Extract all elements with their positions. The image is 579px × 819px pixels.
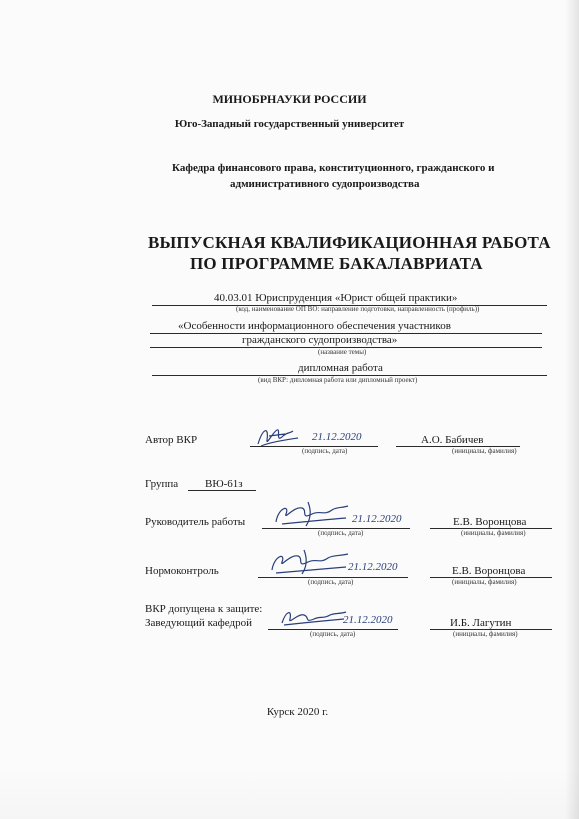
head-signature-icon (278, 603, 348, 631)
head-name-caption: (инициалы, фамилия) (453, 630, 518, 638)
admission-label: ВКР допущена к защите: (145, 603, 263, 615)
document-title-line-2: ПО ПРОГРАММЕ БАКАЛАВРИАТА (190, 254, 483, 273)
head-sign-date: 21.12.2020 (343, 614, 393, 626)
document-title-line-1: ВЫПУСКНАЯ КВАЛИФИКАЦИОННАЯ РАБОТА (148, 233, 551, 252)
group-label: Группа (145, 478, 179, 490)
scan-bottom-shade (0, 767, 579, 819)
university-name: Юго-Западный государственный университет (174, 118, 405, 130)
normcontrol-name-caption: (инициалы, фамилия) (452, 578, 517, 586)
head-sign-caption: (подпись, дата) (310, 630, 356, 638)
supervisor-name-caption: (инициалы, фамилия) (461, 529, 526, 537)
supervisor-sign-caption: (подпись, дата) (318, 529, 364, 537)
supervisor-signature-icon (272, 498, 352, 532)
supervisor-sign-date: 21.12.2020 (352, 513, 402, 525)
normcontrol-name: Е.В. Воронцова (452, 565, 526, 577)
author-label: Автор ВКР (145, 434, 198, 446)
group-underline (188, 490, 256, 491)
work-type-caption: (вид ВКР: дипломная работа или дипломный проект) (258, 376, 418, 384)
scan-edge-shadow (565, 0, 579, 819)
department-line-1: Кафедра финансового права, конституционного, гражданского и (172, 162, 495, 174)
author-sign-caption: (подпись, дата) (302, 447, 348, 455)
author-name: А.О. Бабичев (421, 434, 484, 446)
head-name: И.Б. Лагутин (450, 617, 512, 629)
topic-line-2: гражданского судопроизводства» (242, 334, 398, 346)
normcontrol-signature-icon (268, 546, 352, 580)
normcontrol-label: Нормоконтроль (145, 565, 219, 577)
program-value: 40.03.01 Юриспруденция «Юрист общей практики» (214, 292, 458, 304)
work-type-value: дипломная работа (298, 362, 383, 374)
topic-caption: (название темы) (318, 348, 367, 356)
normcontrol-sign-caption: (подпись, дата) (308, 578, 354, 586)
author-name-caption: (инициалы, фамилия) (452, 447, 517, 455)
supervisor-name: Е.В. Воронцова (453, 516, 527, 528)
author-signature-icon (255, 422, 301, 452)
program-caption: (код, наименование ОП ВО: направление подготовки, направленность (профиль)) (236, 305, 480, 313)
normcontrol-sign-date: 21.12.2020 (348, 561, 398, 573)
department-line-2: административного судопроизводства (230, 178, 420, 190)
ministry-heading: МИНОБРНАУКИ РОССИИ (212, 92, 367, 106)
author-sign-date: 21.12.2020 (312, 431, 362, 443)
head-of-department-label: Заведующий кафедрой (145, 617, 252, 629)
group-value: ВЮ-61з (205, 478, 243, 490)
supervisor-label: Руководитель работы (145, 516, 246, 528)
topic-line-1: «Особенности информационного обеспечения участников (178, 320, 451, 332)
city-year: Курск 2020 г. (266, 706, 329, 718)
